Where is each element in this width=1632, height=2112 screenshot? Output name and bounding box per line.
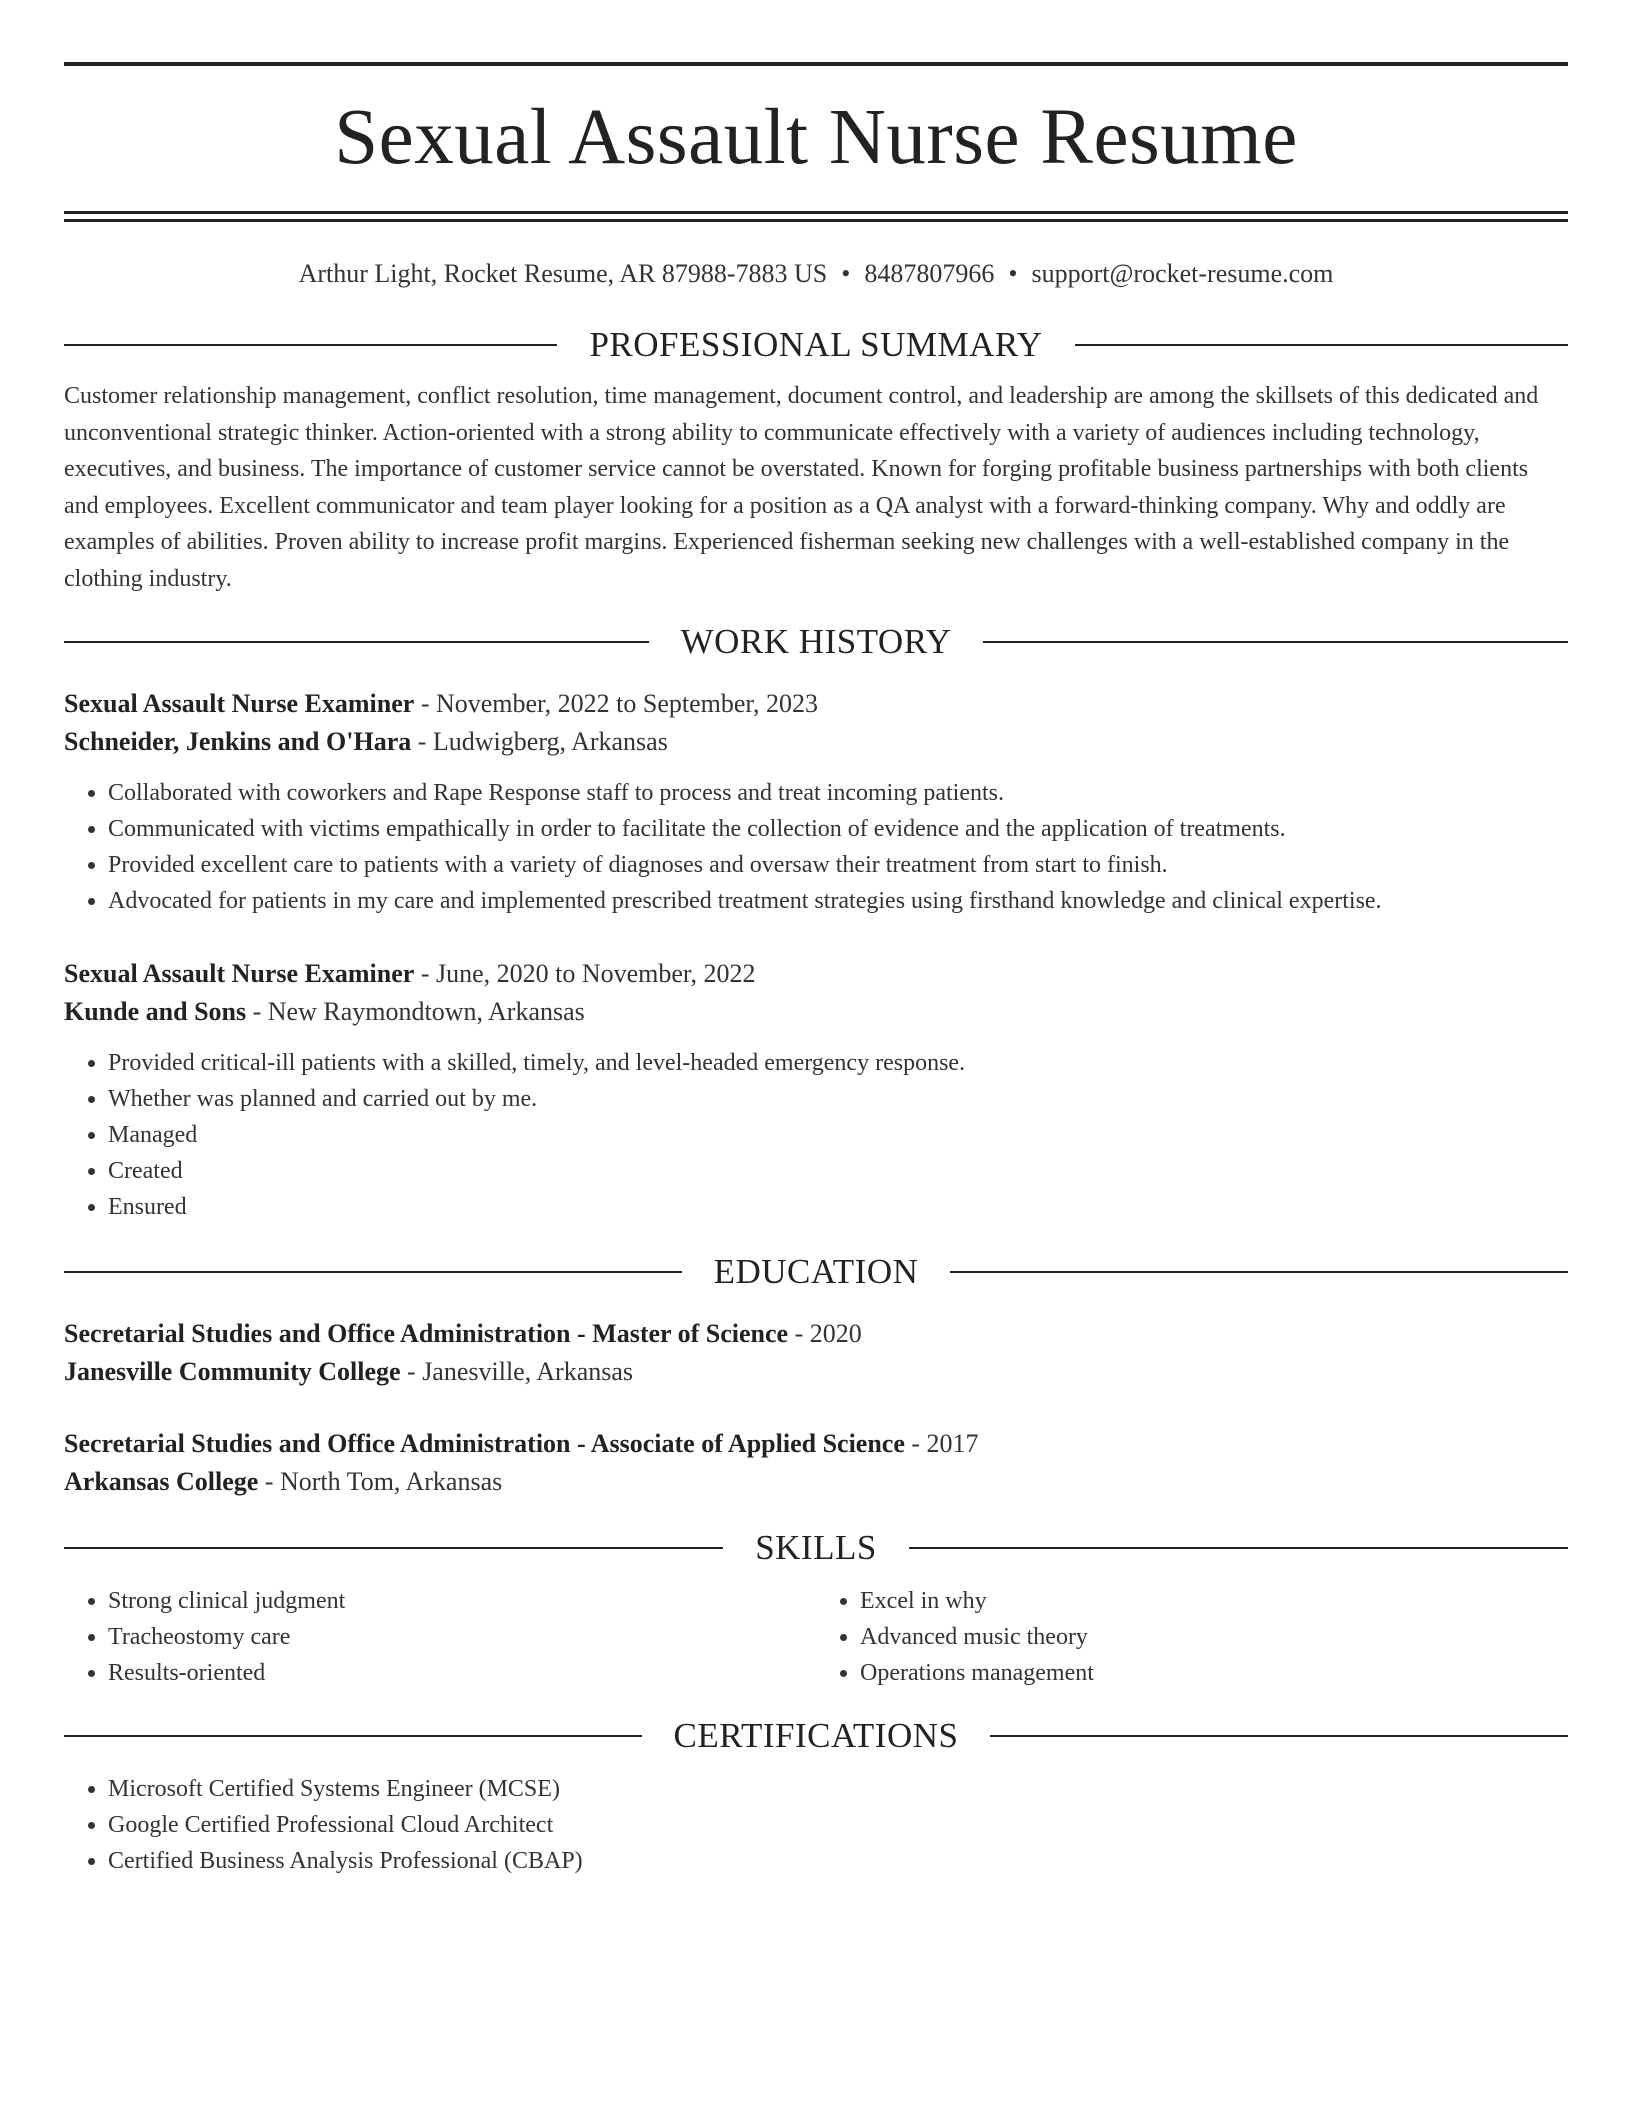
education-degree: Secretarial Studies and Office Administration - Master of Science [64, 1319, 789, 1348]
list-item: • Microsoft Certified Systems Engineer (MCSE) [108, 1771, 1568, 1807]
education-degree-line [64, 1425, 1568, 1463]
contact-separator: • [1008, 259, 1018, 288]
list-item: • Provided excellent care to patients with a variety of diagnoses and oversaw their treatment from start to finish. [108, 847, 1568, 883]
title-rule-lower [64, 219, 1568, 222]
list-item: • Results-oriented [108, 1655, 816, 1691]
contact-phone: 8487807966 [864, 259, 995, 288]
list-item: • Tracheostomy care [108, 1619, 816, 1655]
list-item: • Managed [108, 1117, 1568, 1153]
education-location: - North Tom, Arkansas [258, 1467, 503, 1496]
contact-line [64, 258, 1568, 290]
heading-rule-left [64, 1735, 642, 1737]
job-dates: - November, 2022 to September, 2023 [414, 689, 819, 718]
list-item: • Excel in why [860, 1583, 1568, 1619]
section-heading-education [64, 1251, 1568, 1293]
job-title-line [64, 955, 1568, 993]
job-location: - New Raymondtown, Arkansas [246, 997, 585, 1026]
skills-list-left [64, 1583, 816, 1691]
education-year: - 2020 [788, 1319, 862, 1348]
skills-list-right [816, 1583, 1568, 1691]
section-heading-skills [64, 1527, 1568, 1569]
section-title: EDUCATION [713, 1252, 919, 1291]
education-location: - Janesville, Arkansas [400, 1357, 634, 1386]
list-item: • Advanced music theory [860, 1619, 1568, 1655]
list-item: • Operations management [860, 1655, 1568, 1691]
heading-rule-right [950, 1271, 1568, 1273]
list-item: • Whether was planned and carried out by me. [108, 1081, 1568, 1117]
job-title-line [64, 685, 1568, 723]
education-school-line [64, 1463, 1568, 1501]
job-entry [64, 685, 1568, 919]
heading-rule-right [983, 641, 1568, 643]
list-item: • Strong clinical judgment [108, 1583, 816, 1619]
list-item: • Provided critical-ill patients with a skilled, timely, and level-headed emergency response. [108, 1045, 1568, 1081]
list-item: • Certified Business Analysis Professional (CBAP) [108, 1843, 1568, 1879]
education-school-line [64, 1353, 1568, 1391]
education-degree-line [64, 1315, 1568, 1353]
section-title: SKILLS [755, 1528, 877, 1567]
education-degree: Secretarial Studies and Office Administration - Associate of Applied Science [64, 1429, 905, 1458]
list-item: • Advocated for patients in my care and implemented prescribed treatment strategies using firsthand knowledge and clinical expertise. [108, 883, 1568, 919]
job-employer-line [64, 993, 1568, 1031]
education-year: - 2017 [904, 1429, 979, 1458]
education-school: Janesville Community College [64, 1357, 401, 1386]
education-school: Arkansas College [64, 1467, 259, 1496]
section-heading-summary [64, 324, 1568, 366]
list-item: • Ensured [108, 1189, 1568, 1225]
job-bullets [64, 775, 1568, 919]
section-heading-work [64, 621, 1568, 663]
job-employer-line [64, 723, 1568, 761]
skills-grid [64, 1583, 1568, 1691]
contact-separator: • [841, 259, 851, 288]
job-dates: - June, 2020 to November, 2022 [414, 959, 756, 988]
job-title: Sexual Assault Nurse Examiner [64, 959, 415, 988]
job-employer: Kunde and Sons [64, 997, 247, 1026]
heading-rule-left [64, 344, 557, 346]
list-item: • Google Certified Professional Cloud Architect [108, 1807, 1568, 1843]
contact-address: Arthur Light, Rocket Resume, AR 87988-7883 US [298, 259, 828, 288]
education-entry [64, 1425, 1568, 1501]
section-title: CERTIFICATIONS [673, 1716, 959, 1755]
summary-text: Customer relationship management, conflict resolution, time management, document control, and leadership are among the skillsets of this dedicated and unconventional strategic thinker. Action-oriented with a strong ability to communicate effectively with a variety of audiences including technology, executives, and business. The importance of customer service cannot be overstated. Known for forging profitable business partnerships with both clients and employees. Excellent communicator and team player looking for a position as a QA analyst with a forward-thinking company. Why and oddly are examples of abilities. Proven ability to increase profit margins. Experienced fisherman seeking new challenges with a well-established company in the clothing industry. [64, 383, 1539, 592]
heading-rule-right [1075, 344, 1568, 346]
job-entry [64, 955, 1568, 1225]
certifications-list [64, 1771, 1568, 1879]
top-rule [64, 62, 1568, 66]
resume-title: Sexual Assault Nurse Resume [334, 94, 1298, 181]
job-location: - Ludwigberg, Arkansas [411, 727, 668, 756]
section-heading-certifications [64, 1715, 1568, 1757]
contact-email: support@rocket-resume.com [1031, 259, 1334, 288]
heading-rule-left [64, 1271, 682, 1273]
list-item: • Created [108, 1153, 1568, 1189]
section-title: PROFESSIONAL SUMMARY [589, 325, 1043, 364]
job-title: Sexual Assault Nurse Examiner [64, 689, 415, 718]
job-bullets [64, 1045, 1568, 1225]
list-item: • Collaborated with coworkers and Rape Response staff to process and treat incoming patients. [108, 775, 1568, 811]
heading-rule-right [909, 1547, 1568, 1549]
heading-rule-left [64, 641, 649, 643]
education-entry [64, 1315, 1568, 1391]
heading-rule-right [990, 1735, 1568, 1737]
job-employer: Schneider, Jenkins and O'Hara [64, 727, 412, 756]
title-rule-upper [64, 211, 1568, 214]
list-item: • Communicated with victims empathically in order to facilitate the collection of evidence and the application of treatments. [108, 811, 1568, 847]
section-title: WORK HISTORY [680, 622, 952, 661]
heading-rule-left [64, 1547, 723, 1549]
